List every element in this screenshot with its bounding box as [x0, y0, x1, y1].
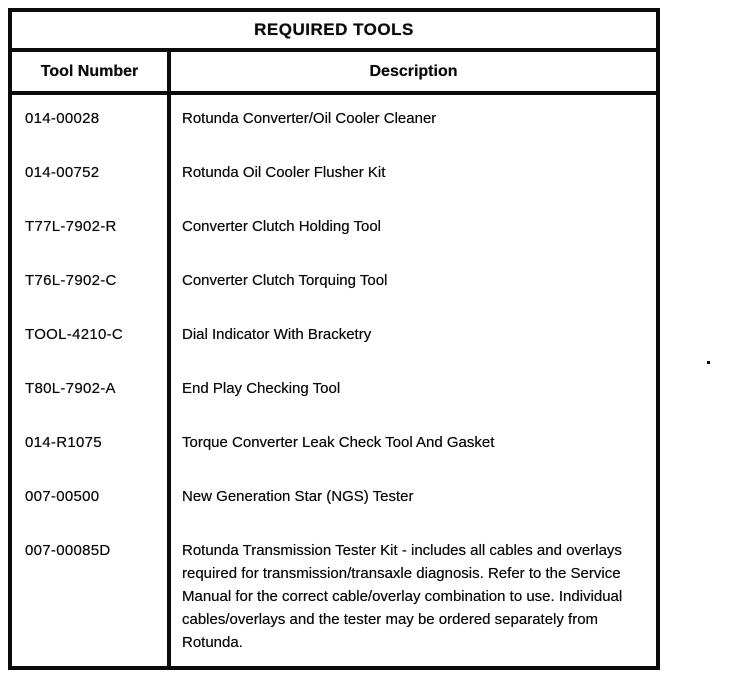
- tool-number-cell: 007-00500: [12, 473, 171, 527]
- tool-number-cell: T76L-7902-C: [12, 257, 171, 311]
- tool-number-cell: 014-R1075: [12, 419, 171, 473]
- description-cell: Torque Converter Leak Check Tool And Gasket: [182, 434, 495, 451]
- table-row: [12, 203, 656, 257]
- table-row: [12, 527, 656, 666]
- table-row: [12, 149, 656, 203]
- description-cell: Rotunda Converter/Oil Cooler Cleaner: [182, 110, 437, 127]
- description-cell: End Play Checking Tool: [182, 380, 341, 397]
- tool-number-cell: 007-00085D: [12, 527, 171, 666]
- table-header-row: [12, 52, 656, 95]
- column-header-description: Description: [369, 62, 458, 80]
- description-cell: Rotunda Oil Cooler Flusher Kit: [182, 164, 386, 181]
- description-cell: Converter Clutch Holding Tool: [182, 218, 381, 235]
- description-cell: Dial Indicator With Bracketry: [182, 326, 372, 343]
- tool-number-cell: 014-00028: [12, 95, 171, 149]
- column-header-tool-number: Tool Number: [12, 52, 171, 91]
- table-row: [12, 257, 656, 311]
- description-cell: Rotunda Transmission Tester Kit - includes all cables and overlays required for transmission/transaxle diagnosis. Refer to the Service Manual for the correct cable/overlay combination to use. Individual cables/overlays and the tester may be ordered separately from Rotunda.: [182, 542, 623, 651]
- tool-number-cell: T77L-7902-R: [12, 203, 171, 257]
- description-cell: New Generation Star (NGS) Tester: [182, 488, 414, 505]
- table-row: [12, 311, 656, 365]
- scan-speck: [707, 361, 710, 364]
- tool-number-cell: 014-00752: [12, 149, 171, 203]
- table-title: REQUIRED TOOLS: [254, 20, 414, 39]
- table-row: [12, 365, 656, 419]
- tool-number-cell: T80L-7902-A: [12, 365, 171, 419]
- required-tools-table: [8, 8, 660, 670]
- description-cell: Converter Clutch Torquing Tool: [182, 272, 388, 289]
- table-row: [12, 95, 656, 149]
- table-title-row: [12, 12, 656, 52]
- table-row: [12, 419, 656, 473]
- table-row: [12, 473, 656, 527]
- tool-number-cell: TOOL-4210-C: [12, 311, 171, 365]
